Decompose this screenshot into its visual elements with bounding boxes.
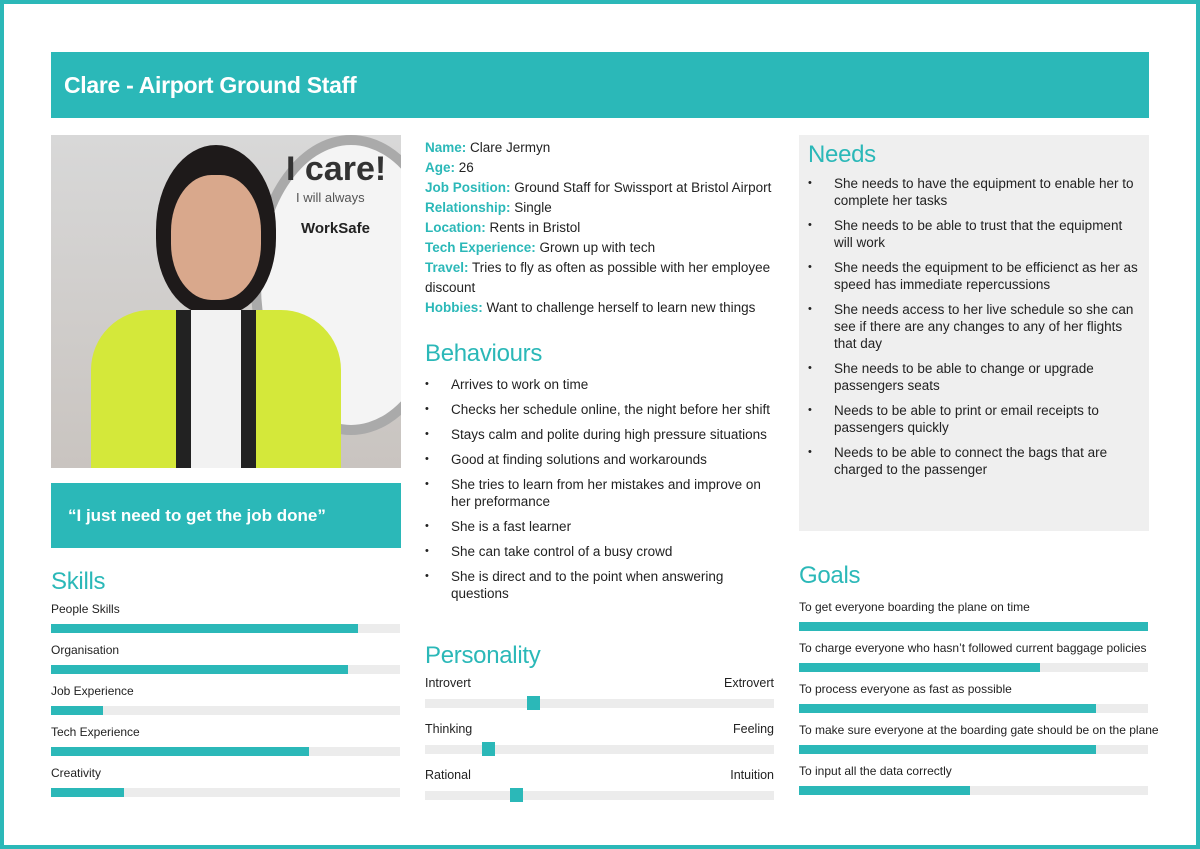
info-value: 26 [455, 160, 474, 175]
shirt [191, 310, 241, 468]
skills-item [51, 684, 401, 715]
sign-logo: WorkSafe [301, 220, 370, 237]
needs-item: • She needs access to her live schedule so she can see if there are any changes to any of her flights that day [808, 301, 1140, 352]
goals-bar-track [799, 663, 1148, 672]
persona-quote: “I just need to get the job done” [51, 483, 401, 548]
face [171, 175, 261, 300]
goals-label: To charge everyone who hasn’t followed current baggage policies [799, 641, 1147, 655]
goals-bar-fill [799, 786, 970, 795]
skills-label: People Skills [51, 602, 120, 616]
persona-photo [51, 135, 401, 468]
personality-labels [425, 722, 774, 736]
goals-bar-fill [799, 745, 1096, 754]
skills-bar-track [51, 788, 400, 797]
info-value: Rents in Bristol [485, 220, 581, 235]
goals-label: To make sure everyone at the boarding gate should be on the plane [799, 723, 1159, 737]
behaviours-item: • Checks her schedule online, the night before her shift [425, 401, 775, 418]
skills-bar-fill [51, 624, 358, 633]
goals-bar-fill [799, 663, 1040, 672]
personality-track [425, 699, 774, 708]
goals-bar-track [799, 745, 1148, 754]
skills-bar-track [51, 624, 400, 633]
personality-scale [425, 768, 774, 800]
info-value: Tries to fly as often as possible with her employee discount [425, 260, 771, 295]
skills-label: Tech Experience [51, 725, 140, 739]
info-row [425, 298, 785, 318]
needs-panel [799, 135, 1149, 531]
info-label: Tech Experience: [425, 240, 536, 255]
goals-item [799, 600, 1161, 631]
goals-bar-track [799, 786, 1148, 795]
info-row [425, 178, 785, 198]
behaviours-item: • Good at finding solutions and workarounds [425, 451, 775, 468]
goals-item [799, 764, 1161, 795]
goals-item [799, 641, 1161, 672]
info-value: Want to challenge herself to learn new things [482, 300, 756, 315]
personality-right-label: Feeling [733, 722, 774, 736]
info-value: Single [510, 200, 552, 215]
needs-item: • She needs to be able to change or upgrade passengers seats [808, 360, 1140, 394]
skills-heading: Skills [51, 568, 106, 595]
info-row [425, 238, 785, 258]
personality-left-label: Rational [425, 768, 471, 782]
behaviours-item: • She can take control of a busy crowd [425, 543, 775, 560]
behaviours-section [425, 340, 775, 610]
goals-label: To process everyone as fast as possible [799, 682, 1012, 696]
skills-section [51, 568, 401, 807]
personality-labels [425, 768, 774, 782]
goals-bar-fill [799, 704, 1096, 713]
behaviours-item: • She tries to learn from her mistakes and improve on her preformance [425, 476, 775, 510]
behaviours-item: • Arrives to work on time [425, 376, 775, 393]
skills-bar-fill [51, 788, 124, 797]
info-value: Grown up with tech [535, 240, 656, 255]
behaviours-item: • She is direct and to the point when answering questions [425, 568, 775, 602]
goals-heading: Goals [799, 562, 861, 589]
needs-item: • She needs to be able to trust that the equipment will work [808, 217, 1140, 251]
personality-right-label: Intuition [730, 768, 774, 782]
info-row [425, 198, 785, 218]
personality-marker [527, 696, 540, 710]
behaviours-heading: Behaviours [425, 340, 543, 367]
skills-bar-track [51, 706, 400, 715]
needs-heading: Needs [808, 141, 876, 168]
personality-track [425, 745, 774, 754]
goals-section [799, 562, 1161, 805]
persona-title: Clare - Airport Ground Staff [51, 52, 1149, 118]
skills-item [51, 602, 401, 633]
goals-label: To input all the data correctly [799, 764, 952, 778]
skills-bar-track [51, 747, 400, 756]
info-row [425, 158, 785, 178]
personality-left-label: Thinking [425, 722, 473, 736]
info-label: Relationship: [425, 200, 511, 215]
personality-heading: Personality [425, 642, 541, 669]
personality-marker [510, 788, 523, 802]
info-value: Ground Staff for Swissport at Bristol Airport [510, 180, 772, 195]
personality-right-label: Extrovert [723, 676, 774, 690]
skills-label: Creativity [51, 766, 102, 780]
info-value: Clare Jermyn [466, 140, 551, 155]
goals-label: To get everyone boarding the plane on time [799, 600, 1030, 614]
skills-bar-fill [51, 747, 309, 756]
info-row [425, 218, 785, 238]
info-label: Hobbies: [425, 300, 483, 315]
skills-bar-track [51, 665, 400, 674]
info-label: Travel: [425, 260, 469, 275]
behaviours-item: • She is a fast learner [425, 518, 775, 535]
personality-section [425, 642, 774, 814]
info-label: Job Position: [425, 180, 511, 195]
persona-info [425, 138, 785, 318]
goals-bar-track [799, 622, 1148, 631]
needs-item: • Needs to be able to print or email receipts to passengers quickly [808, 402, 1140, 436]
info-label: Name: [425, 140, 467, 155]
skills-item [51, 766, 401, 797]
personality-scale [425, 722, 774, 754]
personality-labels [425, 676, 774, 690]
needs-item: • She needs to have the equipment to enable her to complete her tasks [808, 175, 1140, 209]
goals-item [799, 723, 1161, 754]
personality-track [425, 791, 774, 800]
info-label: Age: [425, 160, 455, 175]
info-row [425, 138, 785, 158]
goals-item [799, 682, 1161, 713]
personality-left-label: Introvert [425, 676, 471, 690]
skills-label: Job Experience [51, 684, 134, 698]
skills-item [51, 643, 401, 674]
skills-bar-fill [51, 665, 348, 674]
info-label: Location: [425, 220, 486, 235]
goals-bar-fill [799, 622, 1148, 631]
sign-text: I care! [286, 150, 387, 188]
skills-label: Organisation [51, 643, 120, 657]
skills-bar-fill [51, 706, 103, 715]
personality-scale [425, 676, 774, 708]
behaviours-item: • Stays calm and polite during high pressure situations [425, 426, 775, 443]
info-row [425, 258, 785, 298]
needs-item: • Needs to be able to connect the bags that are charged to the passenger [808, 444, 1140, 478]
sign-subtext: I will always [296, 190, 365, 205]
personality-marker [482, 742, 495, 756]
goals-bar-track [799, 704, 1148, 713]
needs-item: • She needs the equipment to be efficienct as her as speed has immediate repercussions [808, 259, 1140, 293]
skills-item [51, 725, 401, 756]
